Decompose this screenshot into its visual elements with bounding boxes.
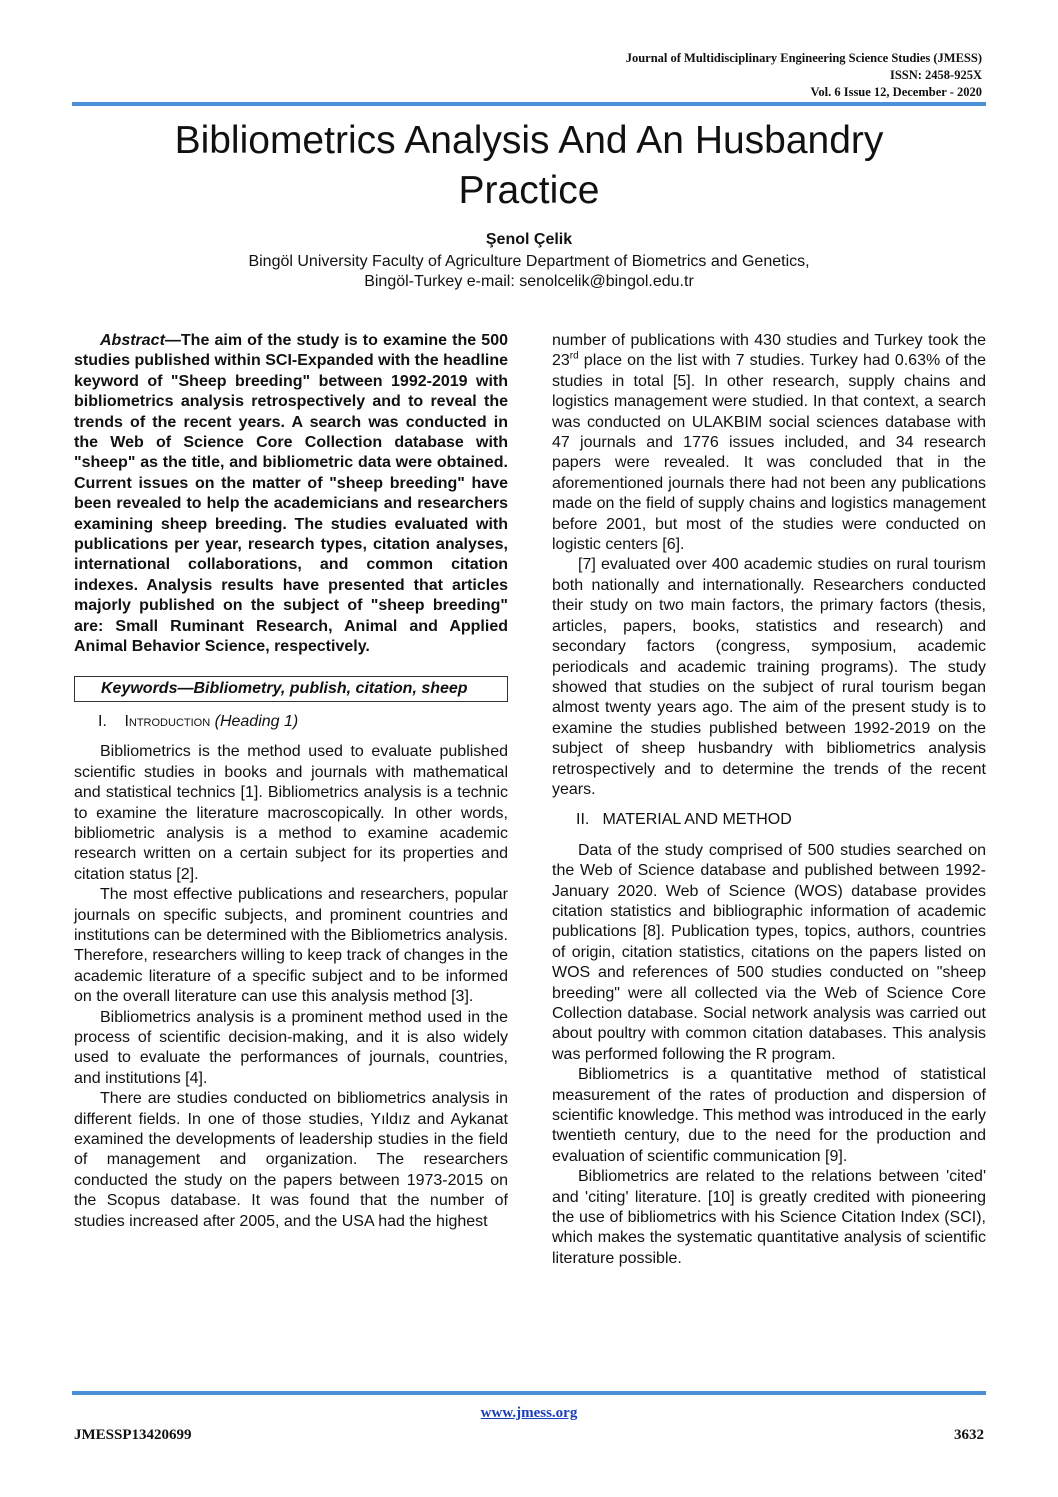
affiliation-line-2: Bingöl-Turkey e-mail: senolcelik@bingol.edu.tr: [364, 273, 694, 290]
author-affiliation: [72, 252, 986, 292]
method-paragraph: Bibliometrics are related to the relations between 'cited' and 'citing' literature. [10] is greatly credited with pioneering the use of bibliometrics with his Science Citation Index (SCI), which makes the systematic quantitative analysis of scientific literature possible.: [552, 1168, 986, 1267]
abstract: [74, 331, 508, 658]
abstract-text: —The aim of the study is to examine the 500 studies published within SCI-Expanded with the headline keyword of "Sheep breeding" between 1992-2019 with bibliometrics analysis retrospectively and to reveal the trends of the recent years. A search was conducted in the Web of Science Core Collection database with "sheep" as the title, and bibliometric data were obtained. Current issues on the matter of "sheep breeding" have been revealed to help the academicians and researchers examining sheep breeding. The studies evaluated with publications per year, research types, citation analyses, international collaborations, and common citation indexes. Analysis results have presented that articles majorly published on the subject of "sheep breeding" are: Small Ruminant Research, Animal and Applied Animal Behavior Science, respectively.: [74, 332, 508, 656]
abstract-lead: Abstract: [100, 332, 165, 349]
journal-header: [626, 50, 982, 101]
top-divider: [72, 102, 986, 106]
keywords-text: Keywords—Bibliometry, publish, citation, sheep: [101, 679, 468, 697]
section-heading-introduction: [74, 712, 508, 732]
continued-paragraph: [552, 331, 986, 555]
journal-website-link[interactable]: www.jmess.org: [480, 1405, 578, 1421]
intro-paragraph: There are studies conducted on bibliometrics analysis in different fields. In one of those studies, Yıldız and Aykanat examined the developments of leadership studies in the field of management and organization. The researchers conducted the study on the papers between 1973-2015 on the Scopus database. It was found that the number of studies increased after 2005, and the USA had the highest: [74, 1090, 508, 1230]
paper-title: [100, 116, 958, 216]
paper-id: JMESSP13420699: [74, 1427, 192, 1443]
intro-paragraph: Bibliometrics analysis is a prominent method used in the process of scientific decision-making, and it is also widely used to evaluate the performances of journals, countries, and institutions [4].: [74, 1008, 508, 1087]
ordinal-superscript: rd: [569, 351, 579, 363]
section-title: MATERIAL AND METHOD: [602, 811, 792, 829]
right-column: [552, 331, 986, 1269]
paper-title-line-2: Practice: [458, 169, 600, 212]
intro-paragraph: Bibliometrics is the method used to evaluate published scientific studies in books and journals with mathematical and statistical technics [1]. Bibliometrics analysis is a technic to examine the literature macroscopically. In other words, bibliometric analysis is a method to examine academic research written on a certain subject for its properties and citation status [2].: [74, 743, 508, 883]
paper-title-line-1: Bibliometrics Analysis And An Husbandry: [174, 119, 884, 162]
section-note: (Heading 1): [214, 712, 299, 730]
page-number: 3632: [954, 1427, 984, 1443]
intro-paragraph: [7] evaluated over 400 academic studies on rural tourism both nationally and internationally. Researchers conducted their study on two main factors, the primary factors (thesis, articles, papers, books, statistics and research) and secondary factors (congress, symposium, academic periodicals and academic training programs). The study showed that studies on the subject of rural tourism began almost twenty years ago. The aim of the present study is to examine the studies published between 1992-2019 on the subject of sheep husbandry with bibliometrics analysis retrospectively and to determine the trends of the recent years.: [552, 556, 986, 798]
journal-volume: Vol. 6 Issue 12, December - 2020: [810, 85, 982, 99]
journal-issn: ISSN: 2458-925X: [889, 68, 982, 82]
affiliation-line-1: Bingöl University Faculty of Agriculture Department of Biometrics and Genetics,: [248, 253, 810, 270]
section-number: I.: [98, 712, 107, 730]
bottom-divider: [72, 1391, 986, 1395]
author-name: Şenol Çelik: [485, 231, 573, 248]
method-paragraph: Bibliometrics is a quantitative method of statistical measurement of the rates of production and dispersion of scientific knowledge. This method was introduced in the early twentieth century, due to the need for the production and evaluation of scientific communication [9].: [552, 1066, 986, 1165]
continued-text-a: number of publications with 430 studies and Turkey took the 23: [552, 332, 986, 370]
section-title: Introduction: [124, 712, 211, 730]
section-heading-material-method: [552, 810, 986, 830]
continued-text-b: place on the list with 7 studies. Turkey had 0.63% of the studies in total [5]. In other research, supply chains and logistics management were studied. In that context, a search was conducted on ULAKBIM social sciences database with 47 journals and 1776 issues included, and 34 research papers were revealed. It was concluded that in the aforementioned journals there had not been any publications made on the field of supply chains and logistics management before 2001, but most of the studies were conducted on logistic centers [6].: [552, 352, 986, 554]
section-number: II.: [576, 811, 590, 829]
method-paragraph: Data of the study comprised of 500 studies searched on the Web of Science database and published between 1992- January 2020. Web of Science (WOS) database provides citation statistics and bibliographic information of academic publications [8]. Publication types, topics, authors, countries of origin, citation statistics, citations on the papers listed on WOS and references of 500 studies conducted on "sheep breeding" were all collected via the Web of Science Core Collection database. Social network analysis was carried out about poultry with common citation databases. This analysis was performed following the R program.: [552, 841, 986, 1063]
journal-name: Journal of Multidisciplinary Engineering Science Studies (JMESS): [625, 51, 982, 65]
intro-paragraph: The most effective publications and researchers, popular journals on specific subjects, and prominent countries and institutions can be determined with the Bibliometrics analysis. Therefore, researchers willing to keep track of changes in the academic literature of a specific subject and to be informed on the overall literature can use this analysis method [3].: [74, 886, 508, 1006]
left-column: [74, 331, 508, 1232]
keywords-box: [74, 676, 508, 702]
